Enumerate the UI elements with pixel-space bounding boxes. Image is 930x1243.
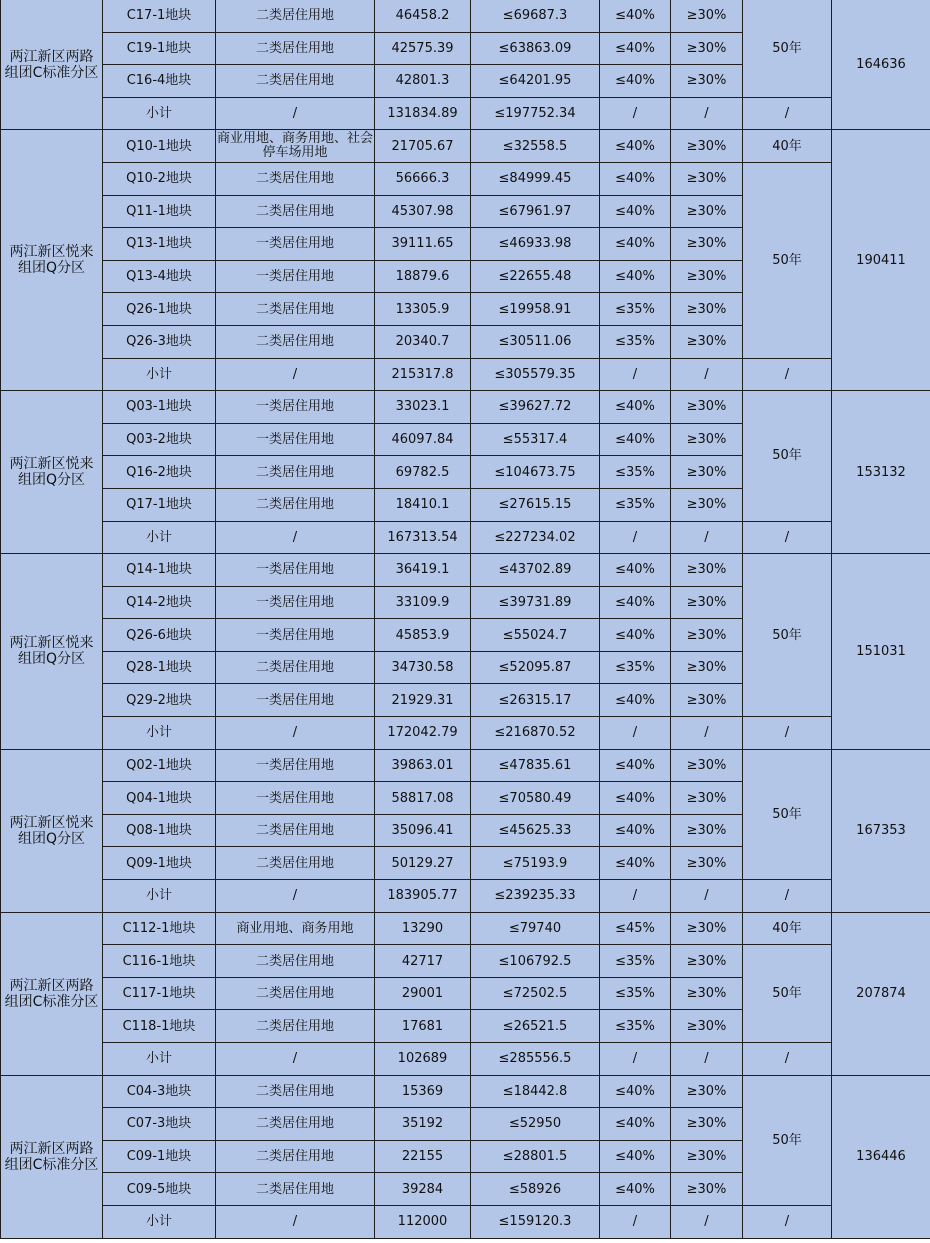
subtotal-row xyxy=(1,717,930,750)
subtotal-green-ratio: / xyxy=(671,880,743,913)
subtotal-label: 小计 xyxy=(103,717,216,750)
green-ratio-cell: ≥30% xyxy=(671,847,743,880)
density-cell: ≤40% xyxy=(600,195,671,228)
subtotal-row xyxy=(1,521,930,554)
green-ratio-cell: ≥30% xyxy=(671,586,743,619)
table-row xyxy=(1,162,930,195)
land-use-cell: 一类居住用地 xyxy=(216,782,375,815)
land-use-cell: 一类居住用地 xyxy=(216,228,375,261)
density-cell: ≤40% xyxy=(600,32,671,65)
term-cell: 40年 xyxy=(743,912,832,945)
subtotal-green-ratio: / xyxy=(671,717,743,750)
floor-area-cell: ≤39731.89 xyxy=(471,586,600,619)
density-cell: ≤35% xyxy=(600,293,671,326)
area-cell: 21705.67 xyxy=(375,130,471,163)
floor-area-cell: ≤67961.97 xyxy=(471,195,600,228)
subtotal-green-ratio: / xyxy=(671,1205,743,1238)
green-ratio-cell: ≥30% xyxy=(671,1108,743,1141)
table-row xyxy=(1,912,930,945)
subtotal-area: 215317.8 xyxy=(375,358,471,391)
subtotal-area: 167313.54 xyxy=(375,521,471,554)
area-cell: 56666.3 xyxy=(375,162,471,195)
plot-id-cell: Q14-1地块 xyxy=(103,554,216,587)
area-cell: 35096.41 xyxy=(375,814,471,847)
subtotal-label: 小计 xyxy=(103,1043,216,1076)
subtotal-row xyxy=(1,358,930,391)
area-cell: 42717 xyxy=(375,945,471,978)
floor-area-cell: ≤26521.5 xyxy=(471,1010,600,1043)
area-cell: 13305.9 xyxy=(375,293,471,326)
subtotal-label: 小计 xyxy=(103,521,216,554)
table-row xyxy=(1,391,930,424)
subtotal-density: / xyxy=(600,358,671,391)
subtotal-floor-area: ≤285556.5 xyxy=(471,1043,600,1076)
area-cell: 39863.01 xyxy=(375,749,471,782)
plot-id-cell: Q26-3地块 xyxy=(103,325,216,358)
density-cell: ≤40% xyxy=(600,749,671,782)
plot-id-cell: Q16-2地块 xyxy=(103,456,216,489)
floor-area-cell: ≤79740 xyxy=(471,912,600,945)
floor-area-cell: ≤106792.5 xyxy=(471,945,600,978)
density-cell: ≤40% xyxy=(600,391,671,424)
land-use-cell: 二类居住用地 xyxy=(216,651,375,684)
density-cell: ≤40% xyxy=(600,423,671,456)
floor-area-cell: ≤55024.7 xyxy=(471,619,600,652)
green-ratio-cell: ≥30% xyxy=(671,554,743,587)
land-use-cell: 商业用地、商务用地、社会停车场用地 xyxy=(216,130,375,163)
floor-area-cell: ≤45625.33 xyxy=(471,814,600,847)
area-cell: 45307.98 xyxy=(375,195,471,228)
term-cell: 40年 xyxy=(743,130,832,163)
subtotal-use: / xyxy=(216,1205,375,1238)
green-ratio-cell: ≥30% xyxy=(671,65,743,98)
green-ratio-cell: ≥30% xyxy=(671,0,743,32)
plot-id-cell: C112-1地块 xyxy=(103,912,216,945)
green-ratio-cell: ≥30% xyxy=(671,130,743,163)
district-cell: 两江新区两路组团C标准分区 xyxy=(1,0,103,130)
green-ratio-cell: ≥30% xyxy=(671,749,743,782)
green-ratio-cell: ≥30% xyxy=(671,977,743,1010)
district-cell: 两江新区两路组团C标准分区 xyxy=(1,912,103,1075)
subtotal-row xyxy=(1,97,930,130)
term-cell: 50年 xyxy=(743,1075,832,1205)
land-use-cell: 二类居住用地 xyxy=(216,65,375,98)
plot-id-cell: C09-1地块 xyxy=(103,1140,216,1173)
area-cell: 39111.65 xyxy=(375,228,471,261)
area-cell: 29001 xyxy=(375,977,471,1010)
table-row xyxy=(1,945,930,978)
area-cell: 22155 xyxy=(375,1140,471,1173)
land-use-cell: 二类居住用地 xyxy=(216,162,375,195)
subtotal-density: / xyxy=(600,97,671,130)
subtotal-row xyxy=(1,1043,930,1076)
area-cell: 21929.31 xyxy=(375,684,471,717)
floor-area-cell: ≤58926 xyxy=(471,1173,600,1206)
subtotal-term: / xyxy=(743,358,832,391)
floor-area-cell: ≤22655.48 xyxy=(471,260,600,293)
land-use-cell: 二类居住用地 xyxy=(216,1173,375,1206)
land-use-cell: 一类居住用地 xyxy=(216,260,375,293)
area-cell: 45853.9 xyxy=(375,619,471,652)
subtotal-use: / xyxy=(216,97,375,130)
green-ratio-cell: ≥30% xyxy=(671,1075,743,1108)
density-cell: ≤40% xyxy=(600,228,671,261)
land-use-cell: 一类居住用地 xyxy=(216,684,375,717)
green-ratio-cell: ≥30% xyxy=(671,488,743,521)
subtotal-green-ratio: / xyxy=(671,521,743,554)
floor-area-cell: ≤52095.87 xyxy=(471,651,600,684)
floor-area-cell: ≤52950 xyxy=(471,1108,600,1141)
floor-area-cell: ≤75193.9 xyxy=(471,847,600,880)
floor-area-cell: ≤64201.95 xyxy=(471,65,600,98)
plot-id-cell: C16-4地块 xyxy=(103,65,216,98)
area-cell: 13290 xyxy=(375,912,471,945)
plot-id-cell: Q13-1地块 xyxy=(103,228,216,261)
floor-area-cell: ≤46933.98 xyxy=(471,228,600,261)
plot-id-cell: Q10-2地块 xyxy=(103,162,216,195)
floor-area-cell: ≤55317.4 xyxy=(471,423,600,456)
land-use-cell: 一类居住用地 xyxy=(216,554,375,587)
district-cell: 两江新区悦来组团Q分区 xyxy=(1,391,103,554)
plot-id-cell: Q03-2地块 xyxy=(103,423,216,456)
area-cell: 33109.9 xyxy=(375,586,471,619)
subtotal-density: / xyxy=(600,1205,671,1238)
term-cell: 50年 xyxy=(743,391,832,521)
subtotal-label: 小计 xyxy=(103,97,216,130)
density-cell: ≤40% xyxy=(600,847,671,880)
subtotal-floor-area: ≤197752.34 xyxy=(471,97,600,130)
plot-id-cell: Q28-1地块 xyxy=(103,651,216,684)
floor-area-cell: ≤43702.89 xyxy=(471,554,600,587)
subtotal-label: 小计 xyxy=(103,1205,216,1238)
density-cell: ≤35% xyxy=(600,1010,671,1043)
subtotal-label: 小计 xyxy=(103,358,216,391)
floor-area-cell: ≤39627.72 xyxy=(471,391,600,424)
density-cell: ≤40% xyxy=(600,130,671,163)
green-ratio-cell: ≥30% xyxy=(671,162,743,195)
density-cell: ≤35% xyxy=(600,945,671,978)
area-cell: 46097.84 xyxy=(375,423,471,456)
floor-area-cell: ≤19958.91 xyxy=(471,293,600,326)
subtotal-floor-area: ≤159120.3 xyxy=(471,1205,600,1238)
area-cell: 36419.1 xyxy=(375,554,471,587)
green-ratio-cell: ≥30% xyxy=(671,391,743,424)
area-cell: 46458.2 xyxy=(375,0,471,32)
green-ratio-cell: ≥30% xyxy=(671,293,743,326)
plot-id-cell: Q03-1地块 xyxy=(103,391,216,424)
subtotal-green-ratio: / xyxy=(671,358,743,391)
floor-area-cell: ≤18442.8 xyxy=(471,1075,600,1108)
term-cell: 50年 xyxy=(743,554,832,717)
plot-id-cell: C19-1地块 xyxy=(103,32,216,65)
plot-id-cell: Q14-2地块 xyxy=(103,586,216,619)
total-cell: 207874 xyxy=(832,912,930,1075)
density-cell: ≤40% xyxy=(600,554,671,587)
land-use-cell: 二类居住用地 xyxy=(216,1108,375,1141)
subtotal-density: / xyxy=(600,880,671,913)
plot-id-cell: Q09-1地块 xyxy=(103,847,216,880)
subtotal-term: / xyxy=(743,521,832,554)
plot-id-cell: Q26-6地块 xyxy=(103,619,216,652)
area-cell: 35192 xyxy=(375,1108,471,1141)
land-use-cell: 一类居住用地 xyxy=(216,423,375,456)
area-cell: 34730.58 xyxy=(375,651,471,684)
subtotal-area: 131834.89 xyxy=(375,97,471,130)
floor-area-cell: ≤84999.45 xyxy=(471,162,600,195)
district-cell: 两江新区悦来组团Q分区 xyxy=(1,749,103,912)
plot-id-cell: Q10-1地块 xyxy=(103,130,216,163)
green-ratio-cell: ≥30% xyxy=(671,325,743,358)
land-use-cell: 二类居住用地 xyxy=(216,325,375,358)
land-use-cell: 二类居住用地 xyxy=(216,488,375,521)
plot-id-cell: Q17-1地块 xyxy=(103,488,216,521)
plot-id-cell: C07-3地块 xyxy=(103,1108,216,1141)
green-ratio-cell: ≥30% xyxy=(671,32,743,65)
density-cell: ≤40% xyxy=(600,586,671,619)
subtotal-density: / xyxy=(600,521,671,554)
total-cell: 164636 xyxy=(832,0,930,130)
area-cell: 33023.1 xyxy=(375,391,471,424)
area-cell: 15369 xyxy=(375,1075,471,1108)
floor-area-cell: ≤47835.61 xyxy=(471,749,600,782)
area-cell: 39284 xyxy=(375,1173,471,1206)
floor-area-cell: ≤104673.75 xyxy=(471,456,600,489)
land-use-cell: 商业用地、商务用地 xyxy=(216,912,375,945)
plot-id-cell: C117-1地块 xyxy=(103,977,216,1010)
total-cell: 151031 xyxy=(832,554,930,750)
table-row xyxy=(1,1075,930,1108)
floor-area-cell: ≤30511.06 xyxy=(471,325,600,358)
floor-area-cell: ≤27615.15 xyxy=(471,488,600,521)
table-body xyxy=(1,0,930,1238)
plot-id-cell: Q04-1地块 xyxy=(103,782,216,815)
subtotal-area: 112000 xyxy=(375,1205,471,1238)
subtotal-floor-area: ≤227234.02 xyxy=(471,521,600,554)
land-use-cell: 二类居住用地 xyxy=(216,945,375,978)
land-use-cell: 二类居住用地 xyxy=(216,977,375,1010)
subtotal-term: / xyxy=(743,880,832,913)
green-ratio-cell: ≥30% xyxy=(671,619,743,652)
subtotal-use: / xyxy=(216,880,375,913)
subtotal-floor-area: ≤239235.33 xyxy=(471,880,600,913)
density-cell: ≤40% xyxy=(600,162,671,195)
area-cell: 50129.27 xyxy=(375,847,471,880)
subtotal-floor-area: ≤305579.35 xyxy=(471,358,600,391)
green-ratio-cell: ≥30% xyxy=(671,456,743,489)
table-row xyxy=(1,554,930,587)
land-use-cell: 一类居住用地 xyxy=(216,586,375,619)
term-cell: 50年 xyxy=(743,945,832,1043)
density-cell: ≤35% xyxy=(600,488,671,521)
green-ratio-cell: ≥30% xyxy=(671,945,743,978)
plot-id-cell: Q02-1地块 xyxy=(103,749,216,782)
floor-area-cell: ≤32558.5 xyxy=(471,130,600,163)
district-cell: 两江新区悦来组团Q分区 xyxy=(1,130,103,391)
table-row xyxy=(1,749,930,782)
floor-area-cell: ≤28801.5 xyxy=(471,1140,600,1173)
density-cell: ≤40% xyxy=(600,1075,671,1108)
area-cell: 20340.7 xyxy=(375,325,471,358)
land-use-cell: 二类居住用地 xyxy=(216,847,375,880)
land-use-cell: 二类居住用地 xyxy=(216,293,375,326)
density-cell: ≤40% xyxy=(600,1108,671,1141)
plot-id-cell: Q11-1地块 xyxy=(103,195,216,228)
land-use-cell: 二类居住用地 xyxy=(216,195,375,228)
green-ratio-cell: ≥30% xyxy=(671,651,743,684)
density-cell: ≤40% xyxy=(600,1173,671,1206)
green-ratio-cell: ≥30% xyxy=(671,912,743,945)
subtotal-label: 小计 xyxy=(103,880,216,913)
land-use-cell: 二类居住用地 xyxy=(216,1010,375,1043)
subtotal-green-ratio: / xyxy=(671,1043,743,1076)
total-cell: 136446 xyxy=(832,1075,930,1238)
total-cell: 167353 xyxy=(832,749,930,912)
land-use-cell: 一类居住用地 xyxy=(216,391,375,424)
floor-area-cell: ≤26315.17 xyxy=(471,684,600,717)
plot-id-cell: Q08-1地块 xyxy=(103,814,216,847)
subtotal-density: / xyxy=(600,1043,671,1076)
floor-area-cell: ≤63863.09 xyxy=(471,32,600,65)
area-cell: 18410.1 xyxy=(375,488,471,521)
green-ratio-cell: ≥30% xyxy=(671,195,743,228)
area-cell: 17681 xyxy=(375,1010,471,1043)
term-cell: 50年 xyxy=(743,749,832,879)
land-use-cell: 一类居住用地 xyxy=(216,749,375,782)
plot-id-cell: Q13-4地块 xyxy=(103,260,216,293)
land-use-cell: 二类居住用地 xyxy=(216,32,375,65)
subtotal-use: / xyxy=(216,521,375,554)
area-cell: 58817.08 xyxy=(375,782,471,815)
green-ratio-cell: ≥30% xyxy=(671,228,743,261)
term-cell: 50年 xyxy=(743,162,832,358)
floor-area-cell: ≤69687.3 xyxy=(471,0,600,32)
land-use-cell: 二类居住用地 xyxy=(216,1140,375,1173)
plot-id-cell: Q26-1地块 xyxy=(103,293,216,326)
subtotal-area: 102689 xyxy=(375,1043,471,1076)
density-cell: ≤40% xyxy=(600,684,671,717)
floor-area-cell: ≤72502.5 xyxy=(471,977,600,1010)
green-ratio-cell: ≥30% xyxy=(671,684,743,717)
subtotal-term: / xyxy=(743,97,832,130)
density-cell: ≤40% xyxy=(600,260,671,293)
table-row xyxy=(1,0,930,32)
plot-id-cell: C09-5地块 xyxy=(103,1173,216,1206)
subtotal-area: 183905.77 xyxy=(375,880,471,913)
land-use-cell: 二类居住用地 xyxy=(216,814,375,847)
plot-id-cell: C04-3地块 xyxy=(103,1075,216,1108)
subtotal-use: / xyxy=(216,358,375,391)
density-cell: ≤40% xyxy=(600,1140,671,1173)
table-row xyxy=(1,130,930,163)
plot-id-cell: C17-1地块 xyxy=(103,0,216,32)
plot-id-cell: C118-1地块 xyxy=(103,1010,216,1043)
floor-area-cell: ≤70580.49 xyxy=(471,782,600,815)
density-cell: ≤40% xyxy=(600,814,671,847)
term-cell: 50年 xyxy=(743,0,832,97)
total-cell: 153132 xyxy=(832,391,930,554)
plot-id-cell: C116-1地块 xyxy=(103,945,216,978)
density-cell: ≤35% xyxy=(600,456,671,489)
subtotal-area: 172042.79 xyxy=(375,717,471,750)
green-ratio-cell: ≥30% xyxy=(671,782,743,815)
green-ratio-cell: ≥30% xyxy=(671,260,743,293)
subtotal-term: / xyxy=(743,717,832,750)
area-cell: 18879.6 xyxy=(375,260,471,293)
green-ratio-cell: ≥30% xyxy=(671,1010,743,1043)
green-ratio-cell: ≥30% xyxy=(671,1173,743,1206)
density-cell: ≤40% xyxy=(600,65,671,98)
area-cell: 42801.3 xyxy=(375,65,471,98)
density-cell: ≤45% xyxy=(600,912,671,945)
subtotal-row xyxy=(1,1205,930,1238)
total-cell: 190411 xyxy=(832,130,930,391)
subtotal-term: / xyxy=(743,1205,832,1238)
green-ratio-cell: ≥30% xyxy=(671,1140,743,1173)
green-ratio-cell: ≥30% xyxy=(671,814,743,847)
land-use-cell: 一类居住用地 xyxy=(216,619,375,652)
green-ratio-cell: ≥30% xyxy=(671,423,743,456)
district-cell: 两江新区悦来组团Q分区 xyxy=(1,554,103,750)
density-cell: ≤35% xyxy=(600,977,671,1010)
land-use-cell: 二类居住用地 xyxy=(216,0,375,32)
density-cell: ≤40% xyxy=(600,782,671,815)
density-cell: ≤40% xyxy=(600,0,671,32)
subtotal-term: / xyxy=(743,1043,832,1076)
density-cell: ≤40% xyxy=(600,619,671,652)
area-cell: 69782.5 xyxy=(375,456,471,489)
land-use-cell: 二类居住用地 xyxy=(216,456,375,489)
density-cell: ≤35% xyxy=(600,325,671,358)
land-use-cell: 二类居住用地 xyxy=(216,1075,375,1108)
district-cell: 两江新区两路组团C标准分区 xyxy=(1,1075,103,1238)
subtotal-row xyxy=(1,880,930,913)
subtotal-green-ratio: / xyxy=(671,97,743,130)
density-cell: ≤35% xyxy=(600,651,671,684)
subtotal-use: / xyxy=(216,717,375,750)
area-cell: 42575.39 xyxy=(375,32,471,65)
subtotal-density: / xyxy=(600,717,671,750)
subtotal-floor-area: ≤216870.52 xyxy=(471,717,600,750)
plot-id-cell: Q29-2地块 xyxy=(103,684,216,717)
subtotal-use: / xyxy=(216,1043,375,1076)
